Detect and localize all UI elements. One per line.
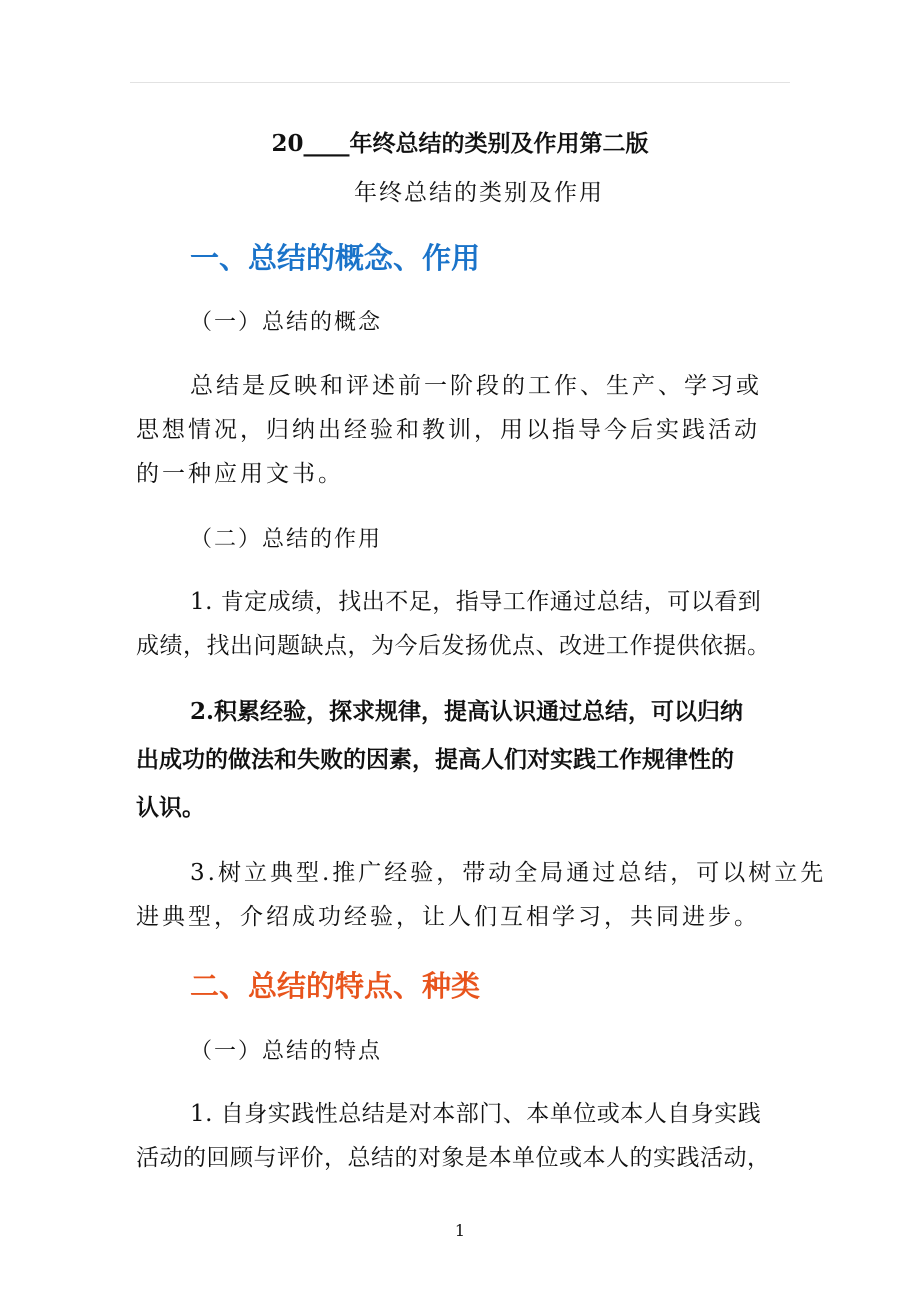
paragraph-line: 活动的回顾与评价，总结的对象是本单位或本人的实践活动， xyxy=(136,1145,771,1171)
paragraph-line: 进典型，介绍成功经验，让人们互相学习，共同进步。 xyxy=(136,904,760,930)
document-subtitle: 年终总结的类别及作用 xyxy=(354,180,604,206)
subsection-heading-features: （一）总结的特点 xyxy=(190,1039,383,1064)
section-heading-1: 一、总结的概念、作用 xyxy=(190,241,481,275)
subsection-heading-function: （二）总结的作用 xyxy=(190,527,383,552)
paragraph-definition xyxy=(136,364,786,496)
paragraph-line: 2.积累经验，探求规律，提高认识通过总结，可以归纳 xyxy=(190,698,744,725)
header-rule xyxy=(130,82,790,83)
paragraph-line: 思想情况，归纳出经验和教训，用以指导今后实践活动 xyxy=(136,417,760,443)
paragraph-line: 出成功的做法和失败的因素，提高人们对实践工作规律性的 xyxy=(136,746,734,773)
paragraph-features-1 xyxy=(136,1092,786,1180)
paragraph-function-1 xyxy=(136,580,786,668)
paragraph-line: 认识。 xyxy=(136,794,205,821)
paragraph-line: 1. 肯定成绩，找出不足，指导工作通过总结，可以看到 xyxy=(190,589,762,615)
paragraph-function-2 xyxy=(136,688,786,832)
paragraph-line: 3.树立典型.推广经验，带动全局通过总结，可以树立先 xyxy=(190,860,827,886)
paragraph-line: 1. 自身实践性总结是对本部门、本单位或本人自身实践 xyxy=(190,1101,762,1127)
page-number: 1 xyxy=(454,1221,466,1240)
document-title: 20____年终总结的类别及作用第二版 xyxy=(271,130,649,157)
paragraph-line: 总结是反映和评述前一阶段的工作、生产、学习或 xyxy=(190,373,762,399)
paragraph-line: 成绩，找出问题缺点，为今后发扬优点、改进工作提供依据。 xyxy=(136,633,771,659)
subsection-heading-concept: （一）总结的概念 xyxy=(190,310,383,335)
paragraph-function-3 xyxy=(136,851,827,939)
paragraph-line: 的一种应用文书。 xyxy=(136,461,344,487)
section-heading-2: 二、总结的特点、种类 xyxy=(190,969,481,1003)
